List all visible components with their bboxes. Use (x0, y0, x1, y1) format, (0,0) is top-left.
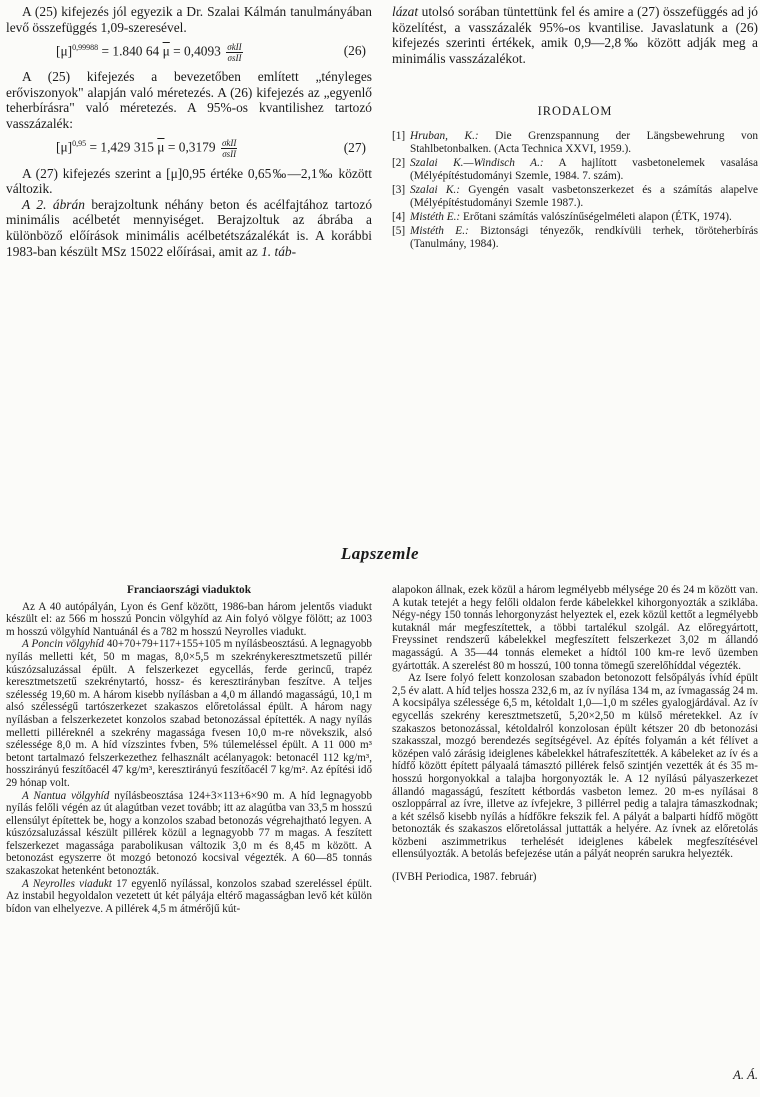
reference-item: [3] Szalai K.: Gyengén vasalt vasbetonszerkezet és a számítás alapelve (Mélyépítéstudományi Szemle 1987.). (392, 183, 758, 209)
paragraph: A (27) kifejezés szerint a [μ]0,95 értéke 0,65‰—2,1‰ között változik. (6, 165, 372, 197)
paragraph: A (25) kifejezés jól egyezik a Dr. Szalai Kálmán tanulmányában levő összefüggés 1,09-szeresével. (6, 4, 372, 35)
equation-number: (26) (343, 43, 366, 59)
equation-26: $[\mu]^{0,99988} = 1.840$ 64 $\overline{\mu} = 0,4093$ $\frac{\text{σkII}}{\text{σsII}}$ (26) (56, 41, 366, 63)
paragraph: A Neyrolles viadukt 17 egyenlő nyílással, konzolos szabad szereléssel épült. Az instabil hegyoldalon vezetett út két pályája eltérő magasságban levő két külön bídon van elhelyezve. A pillérek 4,5 m átmérőjű kút- (6, 877, 372, 915)
equation-27: $[\mu]^{0,95} = 1,429$ 315 $\overline{\mu} = 0,3179$ $\frac{\text{σkII}}{\text{σsII}}$ (27) (56, 138, 366, 159)
paragraph: Az Isere folyó felett konzolosan szabadon betonozott felsőpályás ívhíd épült 2,5 év alatt. A híd teljes hossza 232,6 m, az ív nyílása 134 m, az ívmagasság 24 m. A kocsipálya szélessége 6,5 m, kétoldalt 1,0—1,0 m széles gyalogjárdával. Az ív egycellás szekrény keresztmetszetű, 5,20×2,50 m külső méretekkel. Az ív szakaszos betonozással, kétoldalról konzolosan épült kétszer 20 db betonozási szakasszal, mozgó berendezés segítségével. Az építés folyamán a két félívet a középen való zárásig ideiglenes kábelekkel hátrafeszítették. A kábeleket az ív és a hídfő között épített pályaalá támasztó pillérek felső szintjén vezették át és 35 m-hosszú horgonyokkal a talajba horgonyozták le. A 12 nyílású pályaszerkezet állandó magasságú, feszített kétbordás vasbeton lemez. 20 m-es nyílásai 8 oszloppárral az ívre, illetve az ívfejekre, 3 pillérrel pedig a talajra támaszkodnak; a két szélső kisebb nyílás a hídfőkre fekszik fel. A pályát a balparti hídfő mögött betonozták és szakaszos előretolással juttatták a helyére. Az ívnek az előretolás közbeni aszimmetrikus terhelését ideiglenes kábelek megfeszítésével ellensúlyozták. A betolás befejezése után a pályát neoprén sarukra helyezték. (392, 672, 758, 861)
section-title: Lapszemle (340, 544, 420, 563)
paragraph: alapokon állnak, ezek közül a három legmélyebb mélysége 20 és 24 m között van. A kutak tetejét a hegy felőli oldalon ferde kábelekkel kihorgonyozták a sziklába. Négy-négy 150 tonnás lehorgonyzást helyeztek el, ezek közül kettőt a legmélyebb kutaknál már megfeszítettek, a többi tartalékul szolgál. Az előregyártott, Freyssinet rendszerű kábelekkel megfeszített felszerkezet 3,02 m állandó magasságú. A 35—44 tonnás elemeket a hídtól 100 km-re levő üzemben gyártották. A szerelést 80 m hosszú, 100 tonna tömegű szerelőhíddal végezték. (392, 584, 758, 672)
paragraph: Az A 40 autópályán, Lyon és Genf között, 1986-ban három jelentős viadukt készült el: az 566 m hosszú Poncin völgyhíd az Ain folyó völgye fölött; az 1003 m hosszú völgyhíd Nantuánál és a 782 m hosszú Neyrolles viadukt. (6, 600, 372, 638)
author-signature: A. Á. (733, 1068, 758, 1082)
paragraph: A (25) kifejezés a bevezetőben említett „tényleges erőviszonyok" alapján való méretezés. A (26) kifejezés az „egyenlő teherbírásra" való méretezés. A 95%-os kvantilishez tartozó vasszázalék: (6, 69, 372, 131)
article-title: Franciaországi viaduktok (127, 584, 251, 596)
equation-number: (27) (343, 139, 366, 155)
source-citation: (IVBH Periodica, 1987. február) (392, 871, 537, 884)
paragraph: A Poncin völgyhíd 40+70+79+117+155+105 m nyílásbeosztású. A legnagyobb nyílás melletti két, 50 m magas, 8,0×5,5 m szekrénykeresztmetszetű pillér kúszózsaluzással épült. A felszerkezet egycellás, ferde gerincű, trapéz keresztmetszetű szekrénytartó, hossz- és keresztirányban feszítve. A teljes szélesség 19,60 m. A három kisebb nyílásban a 4,0 m állandó magasságú, 10,1 m alsó szélességű tartószerkezet szakaszos előretolással épült. A három nagy nyílásban a felszerkezetet konzolos szabad betonozással építették. A nagy nyílás melletti pilléreknél a szekrény magassága fvesen 10,0 m-re növekszik, alsó szélessége 8,0 m. A híd vízszintes fvben, 5% túlemeléssel épült. A 11 000 m³ betont tartalmazó felszerkezethez felhasznált acélanyagok: betonacél 112 kg/m³, hosszirányú feszítőacél 47 kg/m³, keresztirányú feszítőacél 7 kg/m². Az építési idő 29 hónap volt. (6, 638, 372, 789)
paragraph: A Nantua völgyhíd nyílásbeosztása 124+3×113+6×90 m. A híd legnagyobb nyílás felőli végén az út alagútban vezet tovább; itt az alagútba van 33,5 m hosszú ellensúlyt építettek be, hogy a konzolos szabad betonozás végrehajtható legyen. A kúszózsaluzással készült pillérek közül a legnagyobb 77 m magas. A feszített felszerkezet magassága parabolikusan változik 3,0 m és 8,45 m között. A betonozást egyszerre öt mozgó betonozó kocsival végezték. A 60—85 tonnás szakaszokat hetenként betonozták. (6, 789, 372, 878)
reference-item: [5] Mistéth E.: Biztonsági tényezők, rendkívüli terhek, töröteherbírás (Tanulmány, 1984). (392, 224, 758, 250)
references-heading: IRODALOM (537, 104, 613, 119)
bottom-right-column (392, 584, 758, 884)
paragraph: A 2. ábrán berajzoltunk néhány beton és acélfajtához tartozó minimális acélbetét mennyiséget. Berajzoltuk az ábrába a különböző előírások minimális acélbetétszázalékát is. A korábbi 1983-ban készült MSz 15022 előírásai, amit az 1. táb- (6, 196, 373, 259)
paragraph: lázat utolsó sorában tüntettünk fel és amire a (27) összefüggés ad jó közelítést, a vasszázalék 95%-os kvantilise. Javaslatunk a (26) kifejezés szerinti értékek, amik 0,9—2,8‰ között adják meg a minimális vasszázalékot. (392, 4, 758, 66)
reference-item: [1] Hruban, K.: Die Grenzspannung der Längsbewehrung von Stahlbetonbalken. (Acta Technica XXVI, 1959.). (392, 129, 759, 155)
top-left-column (6, 4, 372, 259)
reference-item: [2] Szalai K.—Windisch A.: A hajlított vasbetonelemek vasalása (Mélyépítéstudományi Szemle, 1984. 7. szám). (392, 156, 759, 182)
reference-item: [4] Mistéth E.: Erőtani számítás valószínűségelméleti alapon (ÉTK, 1974). (392, 210, 732, 223)
top-right-column (392, 4, 758, 252)
bottom-left-column (6, 578, 372, 915)
reference-list (392, 130, 758, 251)
